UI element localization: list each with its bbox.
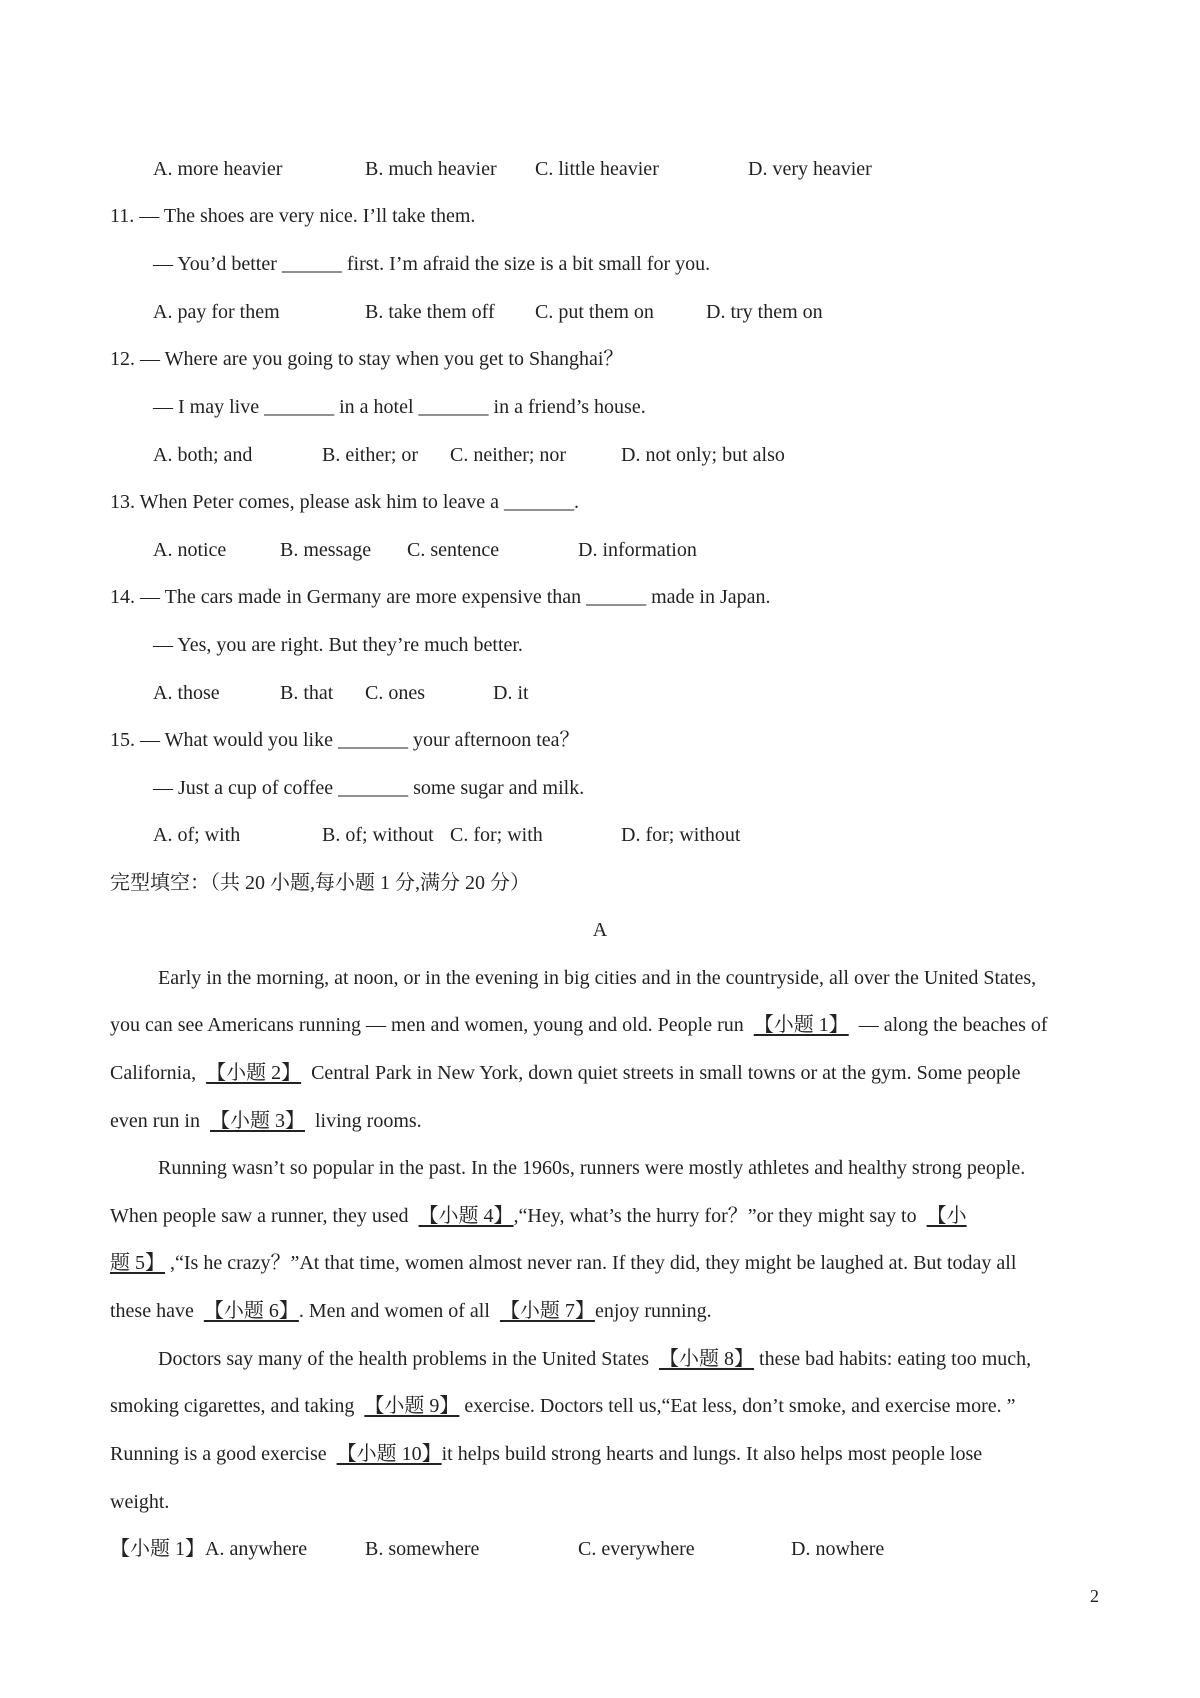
q10-option-a: A. more heavier (153, 158, 283, 180)
page-number: 2 (1090, 1586, 1099, 1606)
passage-text: Doctors say many of the health problems in the United States (158, 1348, 650, 1370)
q11-reply: — You’d better ______ first. I’m afraid the size is a bit small for you. (153, 253, 711, 275)
q14-option-b: B. that (280, 682, 334, 704)
q10-option-d: D. very heavier (748, 158, 872, 180)
sub1-option-b: B. somewhere (365, 1538, 480, 1560)
q13-stem: 13. When Peter comes, please ask him to leave a _______. (110, 491, 579, 513)
blank-3: 【小题 3】 (209, 1110, 305, 1132)
passage-text: smoking cigarettes, and taking (110, 1395, 355, 1417)
sub1-option-d: D. nowhere (791, 1538, 885, 1560)
q12-reply: — I may live _______ in a hotel _______ in a friend’s house. (153, 396, 646, 418)
passage-text: ,“Is he crazy？”At that time, women almost never ran. If they did, they might be laughed at. But today all (170, 1252, 1017, 1274)
blank-9: 【小题 9】 (364, 1395, 460, 1417)
q12-option-d: D. not only; but also (621, 444, 785, 466)
passage-line (110, 1109, 422, 1133)
q11-option-c: C. put them on (535, 301, 654, 323)
q13-option-a: A. notice (153, 539, 227, 561)
q13-option-b: B. message (280, 539, 372, 561)
passage-text: Running is a good exercise (110, 1443, 327, 1465)
q14-stem: 14. — The cars made in Germany are more expensive than ______ made in Japan. (110, 586, 771, 608)
q11-option-a: A. pay for them (153, 301, 280, 323)
passage-line (110, 1061, 1020, 1085)
passage-line (110, 1204, 967, 1228)
passage-line (110, 1013, 1048, 1037)
blank-6: 【小题 6】 (203, 1300, 299, 1322)
passage-text: even run in (110, 1110, 200, 1132)
passage-text: . Men and women of all (298, 1300, 490, 1322)
blank-7: 【小题 7】 (499, 1300, 595, 1322)
passage-text: When people saw a runner, they used (110, 1205, 409, 1227)
q15-option-a: A. of; with (153, 824, 241, 846)
passage-line: weight. (110, 1491, 170, 1513)
q15-option-b: B. of; without (322, 824, 434, 846)
passage-line (110, 1299, 712, 1323)
blank-5-start: 【小 (926, 1205, 967, 1227)
blank-10: 【小题 10】 (336, 1443, 442, 1465)
blank-4: 【小题 4】 (418, 1205, 514, 1227)
passage-text: these have (110, 1300, 194, 1322)
sub1-option-c: C. everywhere (578, 1538, 695, 1560)
q11-option-d: D. try them on (706, 301, 823, 323)
blank-5-end: 题 5】 (110, 1252, 165, 1274)
passage-text: ,“Hey, what’s the hurry for？”or they might say to (513, 1205, 917, 1227)
q11-option-b: B. take them off (365, 301, 495, 323)
q14-option-a: A. those (153, 682, 220, 704)
q14-option-d: D. it (493, 682, 529, 704)
passage-text: California, (110, 1062, 197, 1084)
q10-option-b: B. much heavier (365, 158, 497, 180)
passage-text: these bad habits: eating too much, (759, 1348, 1032, 1370)
q10-option-c: C. little heavier (535, 158, 659, 180)
passage-line (110, 1442, 982, 1466)
q15-option-c: C. for; with (450, 824, 543, 846)
q13-option-d: D. information (578, 539, 697, 561)
blank-8: 【小题 8】 (659, 1348, 755, 1370)
q12-option-a: A. both; and (153, 444, 253, 466)
q13-option-c: C. sentence (407, 539, 500, 561)
passage-line: Running wasn’t so popular in the past. In the 1960s, runners were mostly athletes and healthy strong people. (158, 1157, 1026, 1179)
passage-text: Central Park in New York, down quiet streets in small towns or at the gym. Some people (311, 1062, 1021, 1084)
passage-label: A (592, 919, 608, 941)
passage-text: living rooms. (314, 1110, 422, 1132)
passage-line (110, 1394, 1016, 1418)
passage-text: — along the beaches of (858, 1014, 1048, 1036)
q12-option-b: B. either; or (322, 444, 419, 466)
passage-line (158, 1347, 1031, 1371)
blank-2: 【小题 2】 (206, 1062, 302, 1084)
q12-stem: 12. — Where are you going to stay when you get to Shanghai？ (110, 348, 624, 370)
passage-line: Early in the morning, at noon, or in the evening in big cities and in the countryside, all over the United States, (158, 967, 1037, 989)
passage-text: exercise. Doctors tell us,“Eat less, don’t smoke, and exercise more. ” (464, 1395, 1016, 1417)
q15-option-d: D. for; without (621, 824, 741, 846)
q11-stem: 11. — The shoes are very nice. I’ll take them. (110, 205, 476, 227)
sub1-option-a: 【小题 1】A. anywhere (110, 1538, 308, 1560)
passage-line (110, 1251, 1016, 1275)
blank-1: 【小题 1】 (753, 1014, 849, 1036)
q14-reply: — Yes, you are right. But they’re much better. (153, 634, 523, 656)
q14-option-c: C. ones (365, 682, 425, 704)
q15-reply: — Just a cup of coffee _______ some sugar and milk. (153, 777, 585, 799)
passage-text: enjoy running. (594, 1300, 712, 1322)
passage-text: you can see Americans running — men and women, young and old. People run (110, 1014, 744, 1036)
q12-option-c: C. neither; nor (450, 444, 567, 466)
section-heading: 完型填空：（共 20 小题,每小题 1 分,满分 20 分） (110, 872, 530, 894)
passage-text: it helps build strong hearts and lungs. It also helps most people lose (441, 1443, 983, 1465)
q15-stem: 15. — What would you like _______ your afternoon tea？ (110, 729, 580, 751)
